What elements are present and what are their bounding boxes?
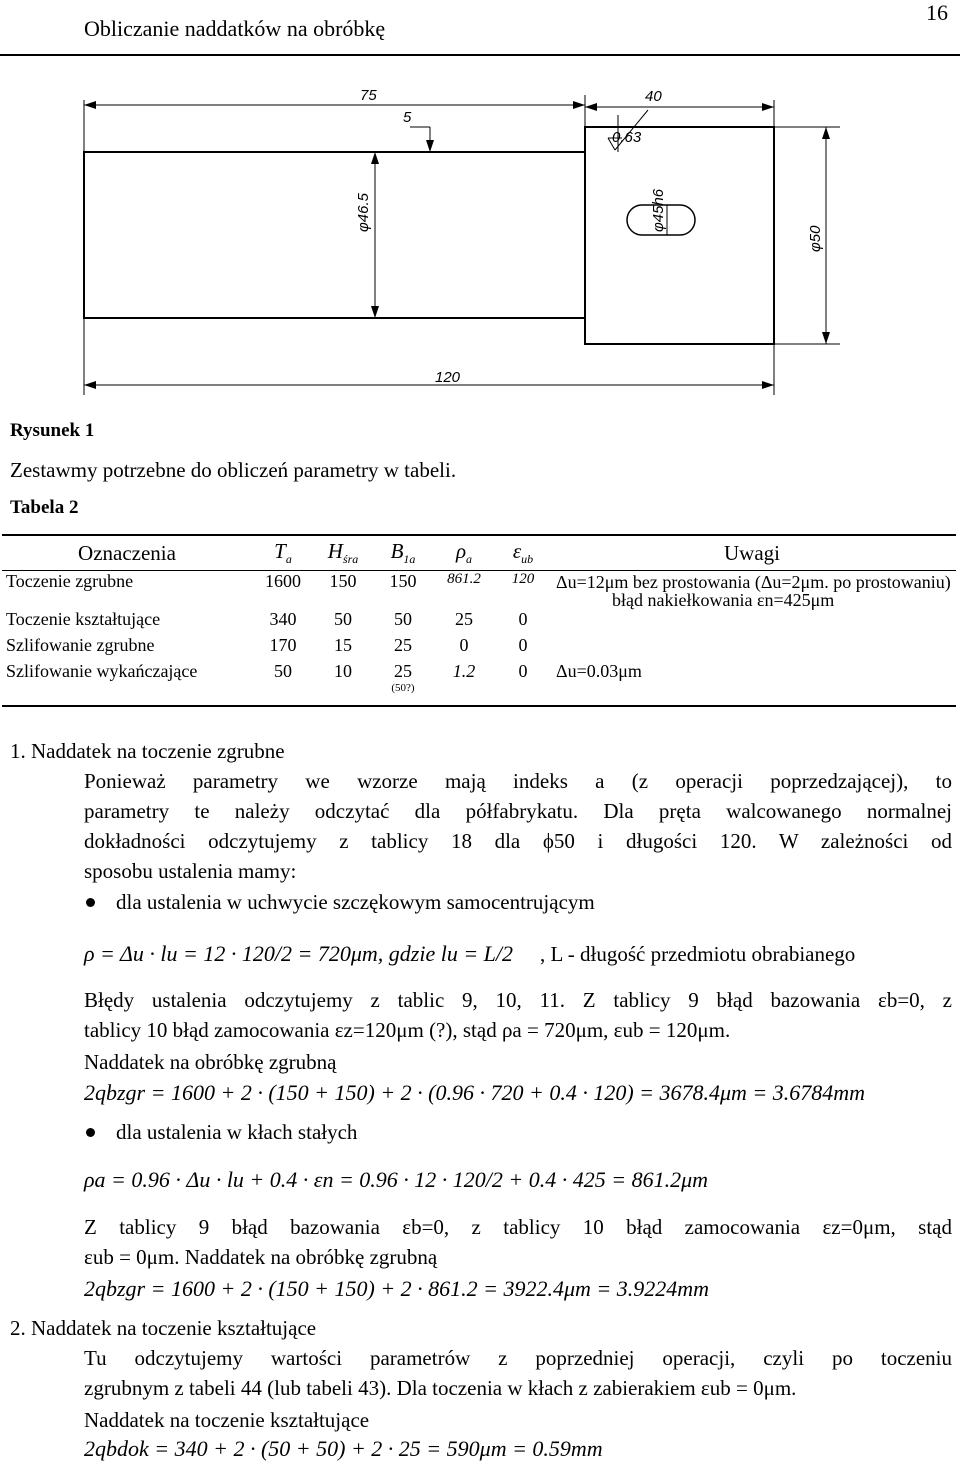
s1-p1-line1: Ponieważ parametry we wzorze mają indeks a (z operacji poprzedzającej), to — [84, 769, 952, 793]
col-rho: $\rho_a$ — [434, 537, 494, 571]
equation-rho-note: , L - długość przedmiotu obrabianego — [540, 942, 856, 966]
col-h: $H_{śra}$ — [314, 537, 372, 571]
dim-roughness: 0.63 — [612, 129, 642, 146]
dim-75: 75 — [360, 87, 377, 104]
s1-p1-line2: parametry te należy odczytać dla półfabrykatu. Dla pręta walcowanego normalnej — [84, 799, 952, 823]
table-row: Toczenie kształtujące 340 50 50 25 0 — [6, 609, 528, 629]
equation-2q-2: 2qbzgr = 1600 + 2 · (150 + 150) + 2 · 861.2 = 3922.4μm = 3.9224mm — [84, 1276, 710, 1301]
dim-phi-45h6: φ45h6 — [650, 188, 667, 232]
table-row: Szlifowanie wykańczające 50 10 25 (50?) 1.2 0 Δu=0.03μm — [6, 661, 642, 694]
col-uwagi: Uwagi — [552, 537, 956, 571]
s1-p1-line3: dokładności odczytujemy z tablicy 18 dla ϕ50 i długości 120. W zależności od — [84, 829, 952, 853]
bullet-text-1: dla ustalenia w uchwycie szczękowym samocentrującym — [116, 890, 595, 914]
equation-2q-1: 2qbzgr = 1600 + 2 · (150 + 150) + 2 · (0.96 · 720 + 0.4 · 120) = 3678.4μm = 3.6784mm — [84, 1080, 866, 1105]
bullet — [86, 1128, 95, 1137]
dim-phi-46-5: φ46.5 — [355, 193, 372, 232]
table-row: Toczenie zgrubne 1600 150 150 861.2 120 Δu=12μm bez prostowania (Δu=2μm. po prostowaniu) błąd nakiełkowania εn=425μm — [6, 571, 951, 610]
dim-120: 120 — [435, 369, 461, 386]
bullet — [86, 898, 95, 907]
parameters-table — [2, 537, 956, 701]
s2-p1-line1: Tu odczytujemy wartości parametrów z poprzedniej operacji, czyli po toczeniu — [84, 1346, 952, 1370]
table-row: Szlifowanie zgrubne 170 15 25 0 0 — [6, 635, 528, 655]
table-caption: Tabela 2 — [10, 497, 79, 518]
dim-5: 5 — [403, 109, 412, 126]
header-rule — [0, 54, 960, 56]
s1-p2-line2: tablicy 10 błąd zamocowania εz=120μm (?), stąd ρa = 720μm, εub = 120μm. — [84, 1018, 731, 1042]
table-header-row — [2, 537, 956, 571]
equation-rho-a: ρa = 0.96 · Δu · lu + 0.4 · εn = 0.96 · 12 · 120/2 + 0.4 · 425 = 861.2μm — [84, 1167, 709, 1192]
s2-p2: Naddatek na toczenie kształtujące — [84, 1408, 370, 1432]
col-b: $B_{1a}$ — [372, 537, 434, 571]
uwagi-row-1: Δu=12μm bez prostowania (Δu=2μm. po prostowaniu) — [556, 572, 951, 592]
s1-p3: Naddatek na obróbkę zgrubną — [84, 1050, 337, 1074]
section-1-title: 1. Naddatek na toczenie zgrubne — [10, 739, 285, 763]
equation-rho: ρ = Δu · lu = 12 · 120/2 = 720μm, gdzie lu = L/2 — [84, 941, 514, 966]
page-header-title: Obliczanie naddatków na obróbkę — [84, 16, 386, 41]
equation-2q-3: 2qbdok = 340 + 2 · (50 + 50) + 2 · 25 = 590μm = 0.59mm — [84, 1436, 603, 1461]
uwagi-row-1b: błąd nakiełkowania εn=425μm — [612, 590, 835, 610]
dim-40: 40 — [645, 88, 662, 105]
col-ta: $T_a$ — [252, 537, 314, 571]
s1-p4-line1: Z tablicy 9 błąd bazowania εb=0, z tablicy 10 błąd zamocowania εz=0μm, stąd — [84, 1215, 952, 1239]
s1-p1-line4: sposobu ustalenia mamy: — [84, 859, 297, 883]
shaft-step-left — [84, 152, 585, 318]
intro-text: Zestawmy potrzebne do obliczeń parametry w tabeli. — [10, 458, 457, 482]
col-oznaczenia: Oznaczenia — [2, 537, 252, 571]
dim-phi-50: φ50 — [807, 225, 824, 252]
s1-p4-line2: εub = 0μm. Naddatek na obróbkę zgrubną — [84, 1245, 438, 1269]
bullet-text-2: dla ustalenia w kłach stałych — [116, 1120, 358, 1144]
page-number: 16 — [926, 0, 948, 25]
col-eps: $\varepsilon_{ub}$ — [494, 537, 552, 571]
section-2-title: 2. Naddatek na toczenie kształtujące — [10, 1316, 317, 1340]
s2-p1-line2: zgrubnym z tabeli 44 (lub tabeli 43). Dla toczenia w kłach z zabierakiem εub = 0μm. — [84, 1376, 797, 1400]
technical-drawing — [0, 60, 960, 400]
s1-p2-line1: Błędy ustalenia odczytujemy z tablic 9, 10, 11. Z tablicy 9 błąd bazowania εb=0, z — [84, 988, 952, 1012]
figure-caption: Rysunek 1 — [10, 420, 95, 441]
